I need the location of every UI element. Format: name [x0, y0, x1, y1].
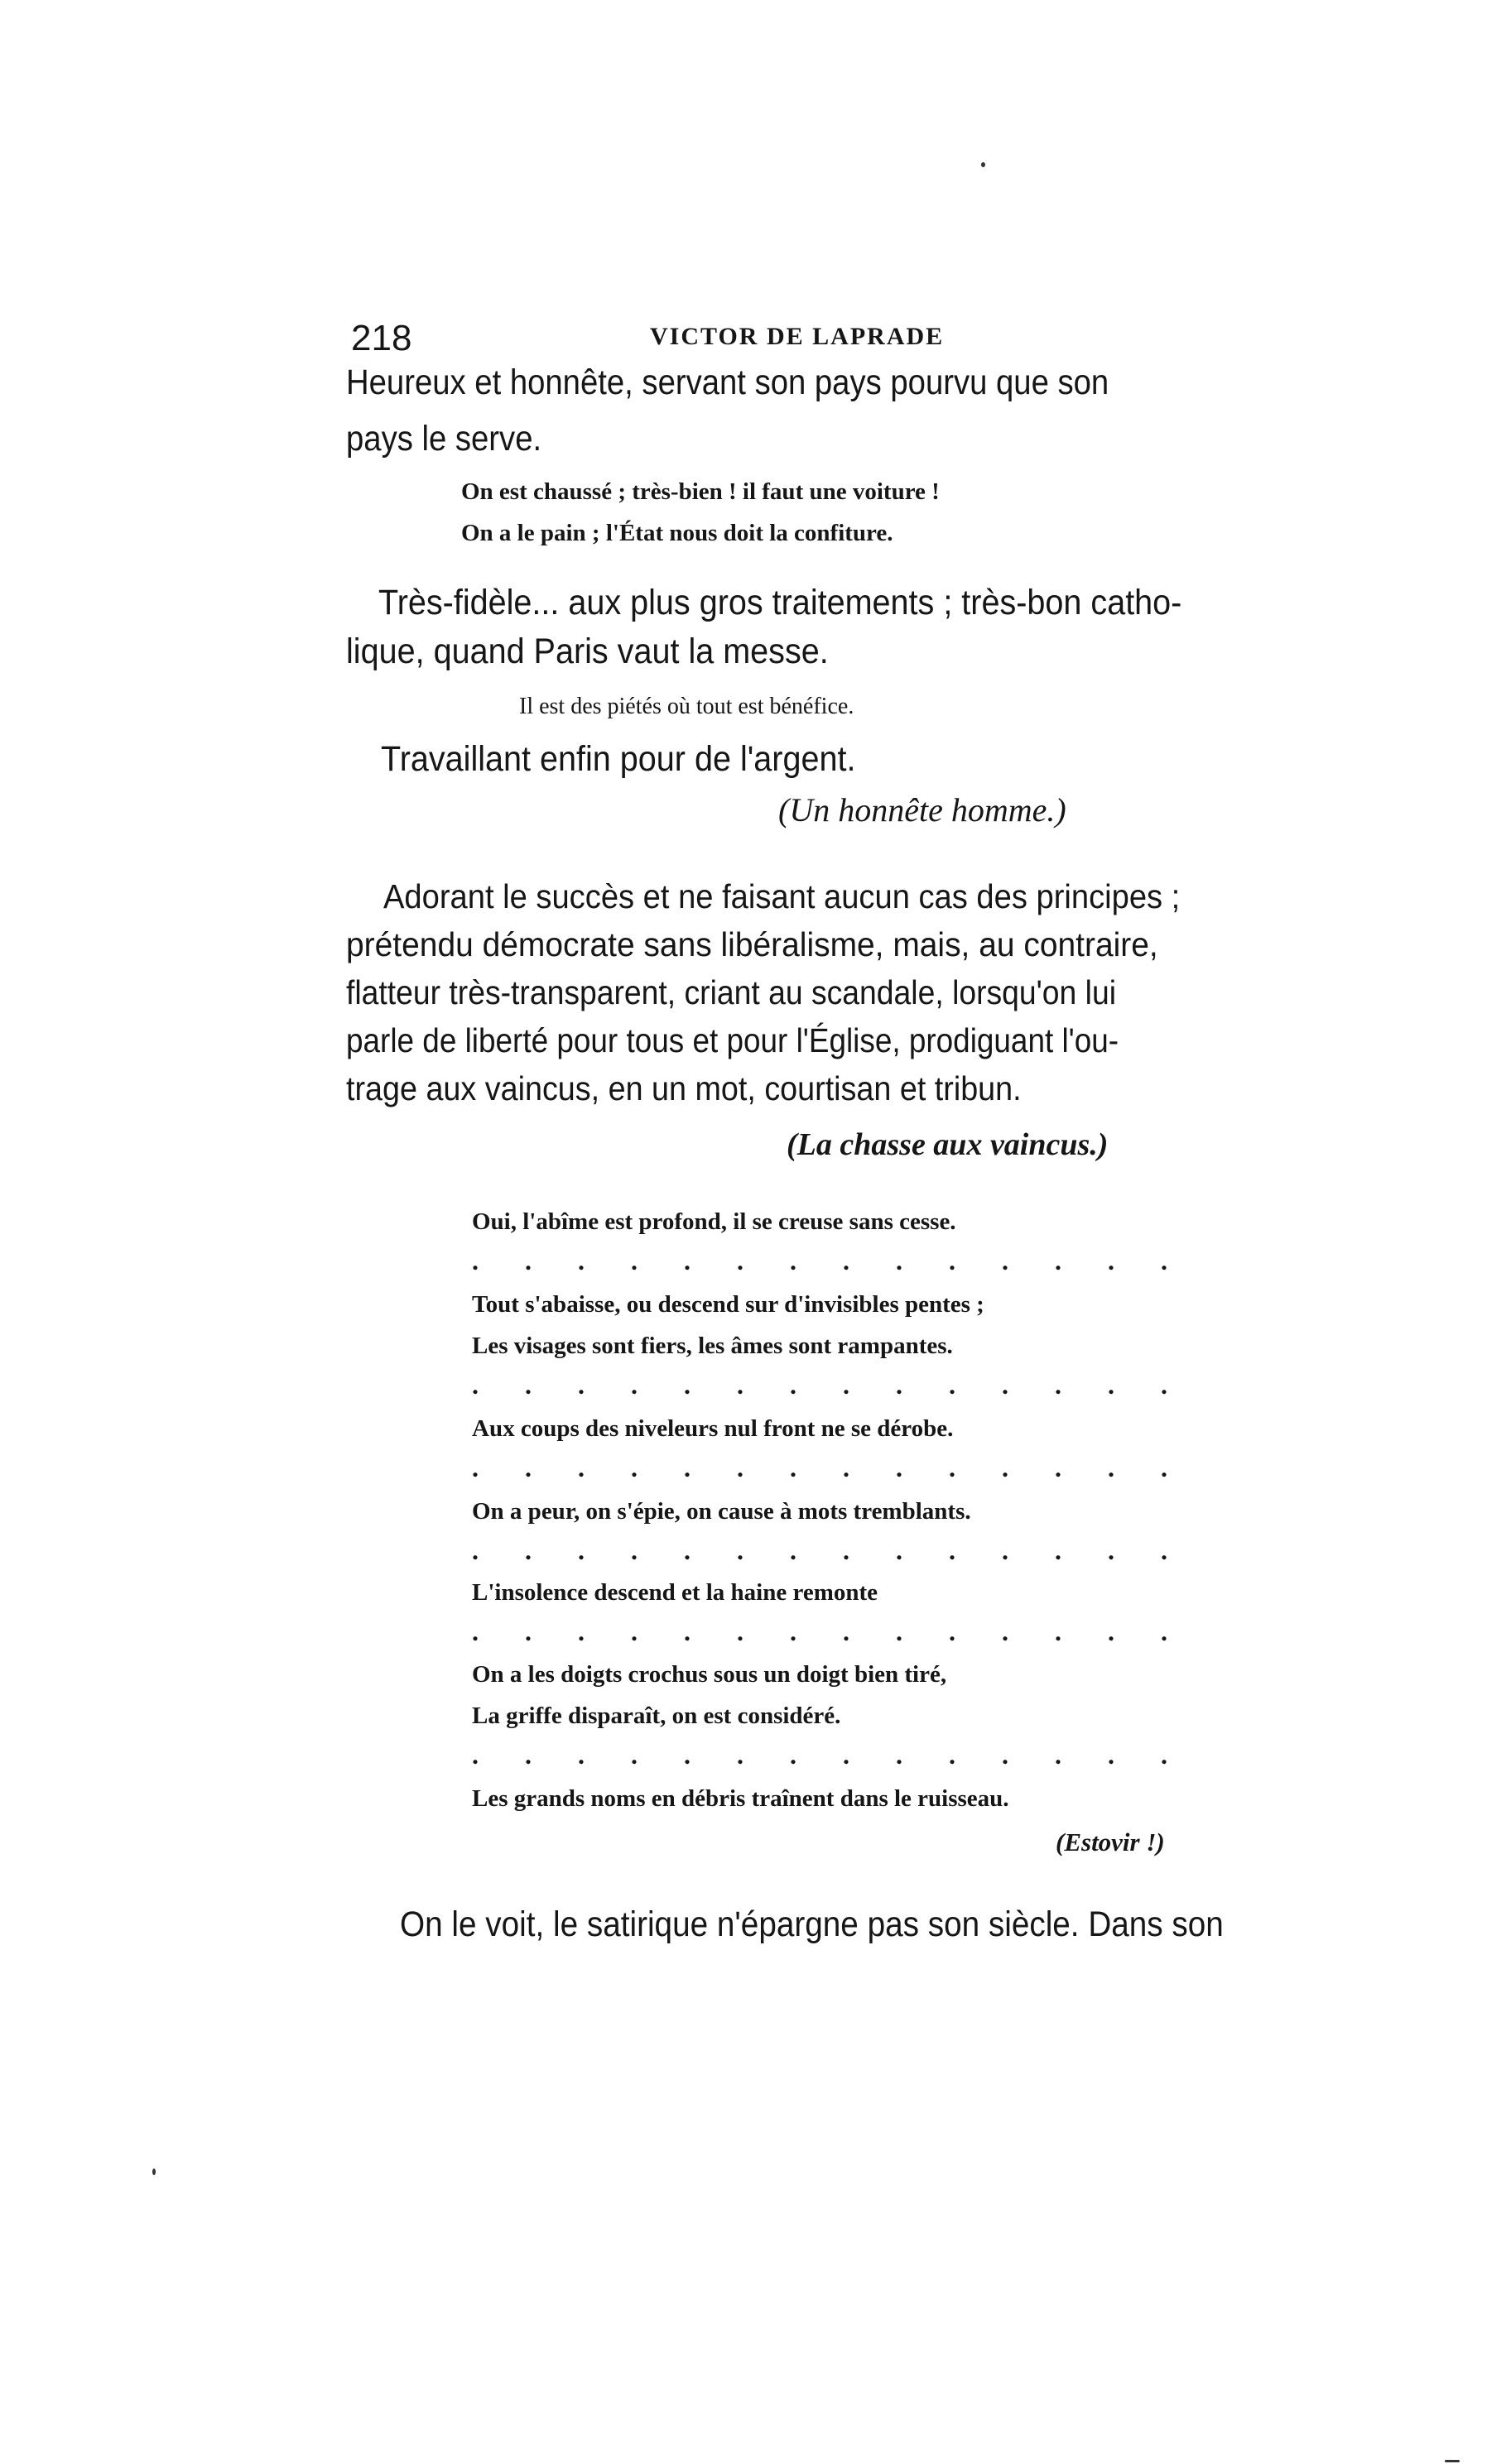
ellipsis-row: . . . . . . . . . . . . . .	[472, 1616, 1187, 1646]
quote-piete: Il est des piétés où tout est bénéfice.	[519, 694, 854, 719]
ellipsis-row: . . . . . . . . . . . . . .	[472, 1370, 1187, 1400]
text-line: Adorant le succès et ne faisant aucun cas des principes ;	[383, 877, 1181, 915]
text-travaillant: Travaillant enfin pour de l'argent.	[381, 739, 856, 779]
poem-line: Oui, l'abîme est profond, il se creuse sans cesse.	[472, 1208, 956, 1235]
source-citation: (Un honnête homme.)	[778, 791, 1066, 829]
ellipsis-row: . . . . . . . . . . . . . .	[472, 1246, 1187, 1275]
poem-line: Les grands noms en débris traînent dans le ruisseau.	[472, 1785, 1009, 1812]
poem-line: On a peur, on s'épie, on cause à mots tremblants.	[472, 1498, 971, 1525]
page-number: 218	[351, 318, 412, 358]
scan-speck	[1445, 2460, 1460, 2462]
closing-line: On le voit, le satirique n'épargne pas son siècle. Dans son	[400, 1904, 1224, 1944]
poem-line: Les visages sont fiers, les âmes sont rampantes.	[472, 1333, 953, 1359]
text-line: Très-fidèle... aux plus gros traitements ; très-bon catho-	[378, 583, 1182, 622]
source-citation: (La chasse aux vaincus.)	[787, 1127, 1109, 1162]
poem-line: La griffe disparaît, on est considéré.	[472, 1703, 841, 1729]
running-title: VICTOR DE LAPRADE	[650, 323, 945, 350]
poem-line: Aux coups des niveleurs nul front ne se dérobe.	[472, 1415, 954, 1442]
ellipsis-row: . . . . . . . . . . . . . .	[472, 1740, 1187, 1770]
text-line: parle de liberté pour tous et pour l'Église, prodiguant l'ou-	[346, 1021, 1119, 1059]
text-line: lique, quand Paris vaut la messe.	[346, 632, 829, 671]
text-line: prétendu démocrate sans libéralisme, mais, au contraire,	[346, 925, 1158, 963]
source-citation: (Estovir !)	[1056, 1828, 1165, 1856]
text-line: flatteur très-transparent, criant au scandale, lorsqu'on lui	[346, 973, 1117, 1011]
scan-speck	[981, 162, 985, 167]
ellipsis-row: . . . . . . . . . . . . . .	[472, 1453, 1187, 1482]
text-line: trage aux vaincus, en un mot, courtisan et tribun.	[346, 1069, 1022, 1107]
poem-line: On a les doigts crochus sous un doigt bien tiré,	[472, 1661, 947, 1688]
quote-line: On a le pain ; l'État nous doit la confiture.	[461, 520, 893, 546]
poem-line: Tout s'abaisse, ou descend sur d'invisibles pentes ;	[472, 1291, 984, 1318]
poem-line: L'insolence descend et la haine remonte	[472, 1579, 878, 1606]
text-line: pays le serve.	[346, 419, 542, 459]
ellipsis-row: . . . . . . . . . . . . . .	[472, 1535, 1187, 1565]
scan-speck	[152, 2169, 156, 2175]
quote-line: On est chaussé ; très-bien ! il faut une voiture !	[461, 478, 940, 505]
text-line: Heureux et honnête, servant son pays pourvu que son	[346, 363, 1109, 402]
